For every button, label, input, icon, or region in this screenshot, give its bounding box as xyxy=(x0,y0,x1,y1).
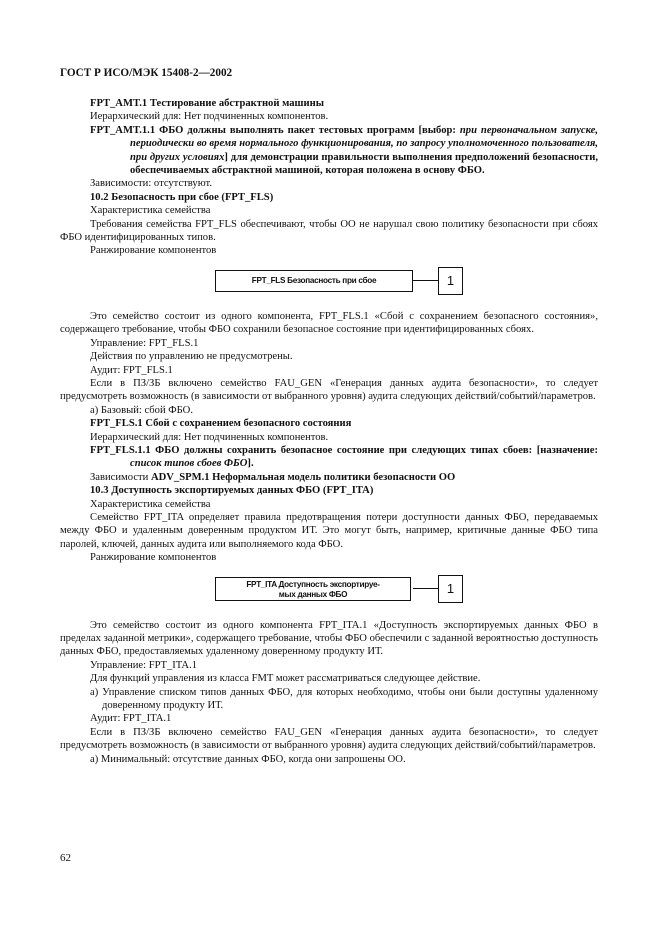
amt-req-text-1: должны выполнять пакет тестовых программ [выбор: xyxy=(183,124,460,136)
fls-ranking-heading: Ранжирование компонентов xyxy=(90,245,217,257)
fls-deps-prefix: Зависимости xyxy=(90,471,151,483)
ita-ranking-heading: Ранжирование компонентов xyxy=(90,552,217,564)
ita-description: Это семейство состоит из одного компонента FPT_ITA.1 «Доступность экспортируемых данных ФБО в пределах заданной метрики», содержащего требование, чтобы ФБО обеспечили с заданной вероятностью доступность данных ФБО, предоставляемых удаленному доверенному продукту ИТ. xyxy=(60,619,598,658)
ita-audit-item-a: а) Минимальный: отсутствие данных ФБО, когда они запрошены ОО. xyxy=(90,753,406,765)
amt-component-title: FPT_AMT.1 Тестирование абстрактной машины xyxy=(90,98,324,109)
fls-management-text: Действия по управлению не предусмотрены. xyxy=(90,351,293,363)
page-content xyxy=(60,97,599,766)
fls-req-id: FPT_FLS.1.1 ФБО xyxy=(90,444,180,456)
amt-req-text-2: ] для демонстрации правильности выполнения предположений безопасности, обеспечиваемых абстрактной машиной, которая положена в основу ФБО. xyxy=(130,151,598,177)
amt-requirement xyxy=(90,124,599,178)
ita-characteristic-text: Семейство FPT_ITA определяет правила предотвращения потери доступности данных ФБО, передаваемых между ФБО и удаленным доверенным продуктом ИТ. Это могут быть, например, критичные данные ФБО типа паролей, ключей, данных аудита или выполняемого кода ФБО. xyxy=(60,511,598,550)
ita-management-item-a: а) Управление списком типов данных ФБО, для которых необходимо, чтобы они были доступны удаленному доверенному продукту ИТ. xyxy=(90,686,598,712)
fls-requirement xyxy=(90,444,598,471)
amt-hierarchy: Иерархический для: Нет подчиненных компонентов. xyxy=(90,111,329,123)
fls-connector-line xyxy=(413,280,438,281)
fls-audit-text: Если в ПЗ/ЗБ включено семейство FAU_GEN «Генерация данных аудита безопасности», то следует предусмотреть возможность (в зависимости от выбранного уровня) аудита следующих действий/событий/параметров. xyxy=(60,377,598,403)
amt-req-id: FPT_AMT.1.1 ФБО xyxy=(90,124,184,136)
fls-family-box xyxy=(215,270,413,292)
fls-audit-heading: Аудит: FPT_FLS.1 xyxy=(90,364,173,376)
fls-characteristic-heading: Характеристика семейства xyxy=(90,205,211,217)
amt-dependencies: Зависимости: отсутствуют. xyxy=(90,178,212,190)
amt-req-selection: при первоначальном запуске, периодически во время нормального функционирования, по запросу уполномоченного пользователя, при других условиях xyxy=(130,124,599,163)
fls-req-end: ]. xyxy=(247,458,254,470)
ita-ranking-diagram xyxy=(90,565,598,619)
ita-management-heading: Управление: FPT_ITA.1 xyxy=(90,659,198,671)
fls-section-title: 10.2 Безопасность при сбое (FPT_FLS) xyxy=(90,191,274,203)
fls-ranking-diagram xyxy=(90,258,598,310)
document-header: ГОСТ Р ИСО/МЭК 15408-2—2002 xyxy=(60,67,233,79)
ita-connector-line xyxy=(413,588,438,589)
fls-description: Это семейство состоит из одного компонента, FPT_FLS.1 «Сбой с сохранением безопасного состояния», содержащего требование, чтобы ФБО сохранили безопасное состояние при идентифицированных сбоях. xyxy=(60,310,598,336)
fls-component-hierarchy: Иерархический для: Нет подчиненных компонентов. xyxy=(90,431,329,443)
ita-audit-heading: Аудит: FPT_ITA.1 xyxy=(90,713,172,725)
ita-audit-text: Если в ПЗ/ЗБ включено семейство FAU_GEN «Генерация данных аудита безопасности», то следует предусмотреть возможность (в зависимости от выбранного уровня) аудита следующих действий/событий/параметров. xyxy=(60,726,598,752)
fls-dependencies xyxy=(90,471,598,484)
fls-req-text: должны сохранить безопасное состояние при следующих типах сбоев: [назначение: xyxy=(179,444,598,456)
fls-deps-value: ADV_SPM.1 Неформальная модель политики безопасности ОО xyxy=(150,471,456,483)
ita-family-label-line2: мых данных ФБО xyxy=(278,589,348,599)
ita-family-box xyxy=(215,577,411,601)
fls-audit-item-a: а) Базовый: сбой ФБО. xyxy=(90,404,193,416)
fls-component-box xyxy=(438,267,463,295)
page-number: 62 xyxy=(60,852,71,864)
ita-section-title: 10.3 Доступность экспортируемых данных ФБО (FPT_ITA) xyxy=(90,485,374,497)
ita-component-number: 1 xyxy=(446,580,455,596)
fls-component-number: 1 xyxy=(446,272,455,288)
fls-family-label: FPT_FLS Безопасность при сбое xyxy=(251,275,377,285)
fls-req-selection: список типов сбоев ФБО xyxy=(130,458,248,470)
ita-family-label-line1: FPT_ITA Доступность экспортируе- xyxy=(246,579,380,589)
fls-management-heading: Управление: FPT_FLS.1 xyxy=(90,337,199,349)
fls-characteristic-text: Требования семейства FPT_FLS обеспечивают, чтобы ОО не нарушал свою политику безопасности при сбоях ФБО идентифицированных типов. xyxy=(60,218,598,244)
ita-management-text: Для функций управления из класса FMT может рассматриваться следующее действие. xyxy=(90,673,481,685)
fls-component-title: FPT_FLS.1 Сбой с сохранением безопасного состояния xyxy=(90,418,352,430)
ita-characteristic-heading: Характеристика семейства xyxy=(90,498,211,510)
ita-component-box xyxy=(438,575,463,603)
